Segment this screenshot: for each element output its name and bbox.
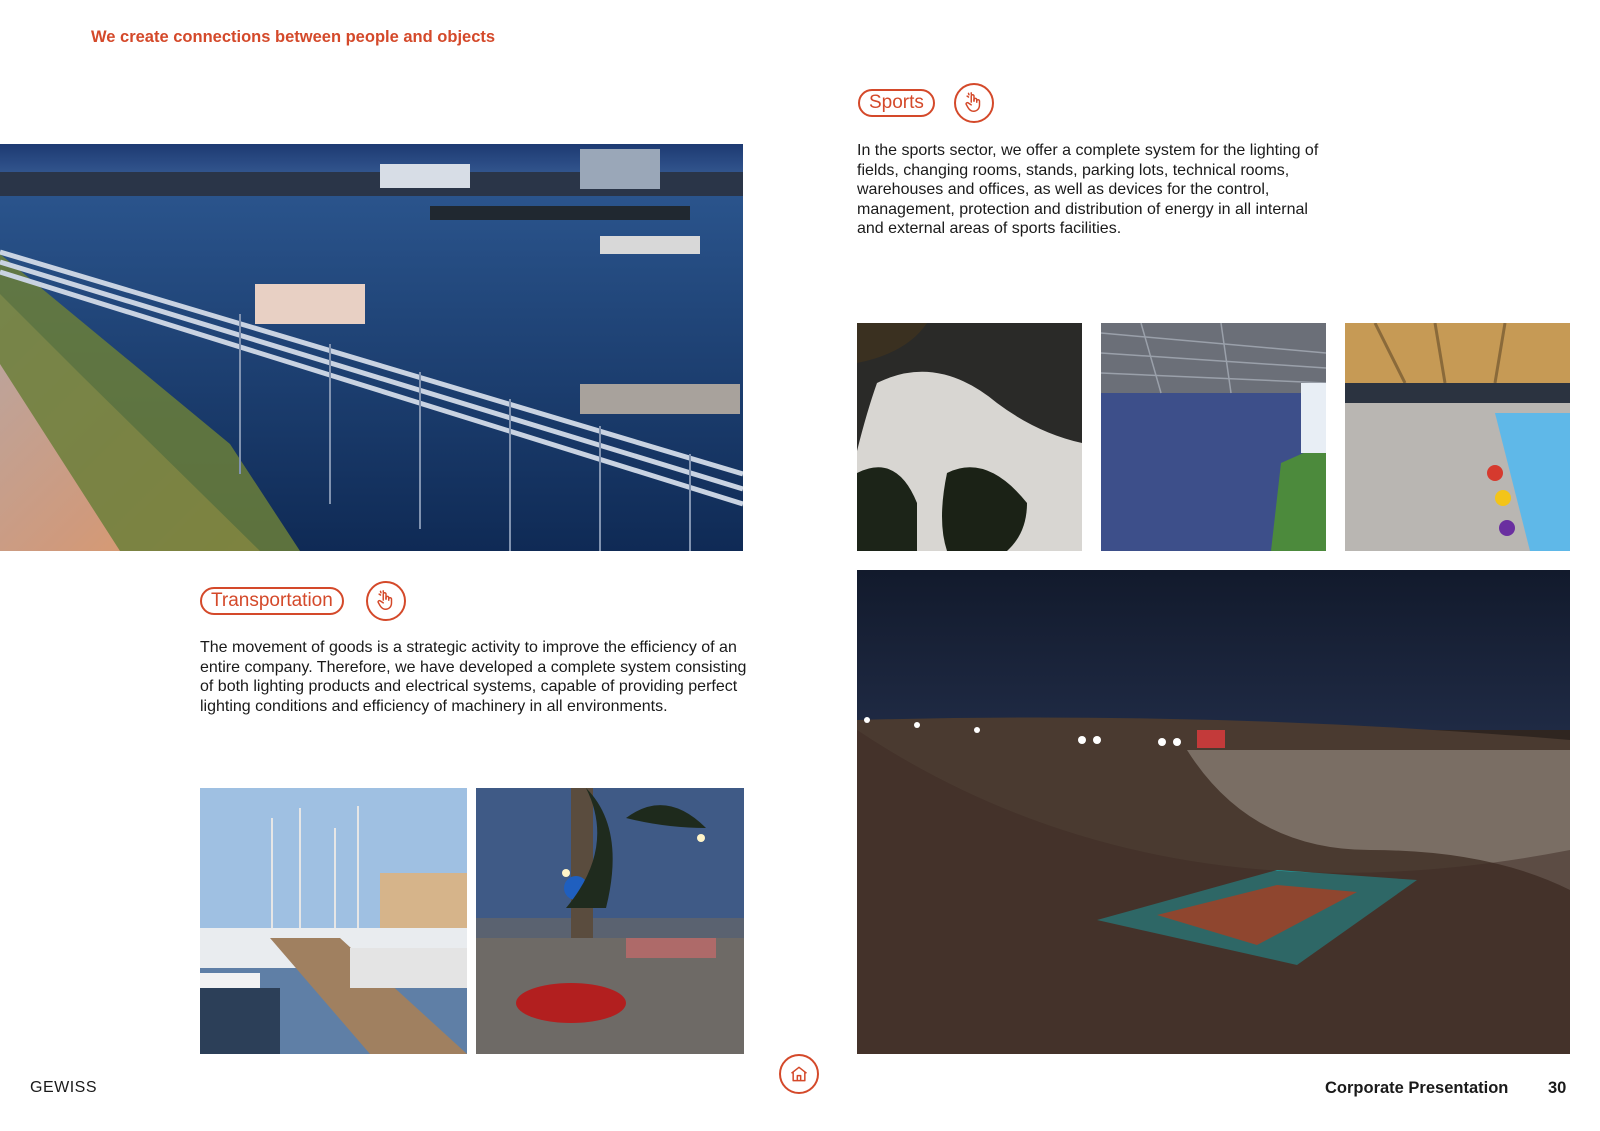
document-title: Corporate Presentation [1325,1079,1509,1097]
hand-pointer-icon [375,590,397,612]
sports-description: In the sports sector, we offer a complete system for the lighting of fields, changing rooms, stands, parking lots, technical rooms, warehouses and offices, as well as devices for the control, management, protection and distribution of energy in all internal and external areas of sports facilities. [857,142,1319,237]
page-number: 30 [1548,1079,1567,1097]
transportation-description: The movement of goods is a strategic activity to improve the efficiency of an entire company. Therefore, we have developed a complete system consisting of both lighting products and electrical systems, capable of providing perfect lighting conditions and efficiency of machinery in all environments. [200,639,747,715]
home-icon [789,1064,809,1084]
arena-volleyball-photo [857,570,1570,1054]
street-night-photo [476,788,744,1054]
hand-pointer-icon [963,92,985,114]
marina-photo [200,788,467,1054]
ski-slope-photo [857,323,1082,551]
swimming-arena-photo [1345,323,1570,551]
transportation-more-button[interactable] [366,581,406,621]
page-tagline: We create connections between people and objects [91,28,496,46]
harbor-pipeline-photo [0,144,743,551]
sports-more-button[interactable] [954,83,994,123]
home-button[interactable] [779,1054,819,1094]
brand-name: GEWISS [30,1079,98,1096]
transportation-tag[interactable]: Transportation [200,587,344,615]
stadium-stands-photo [1101,323,1326,551]
sports-tag[interactable]: Sports [858,89,935,117]
